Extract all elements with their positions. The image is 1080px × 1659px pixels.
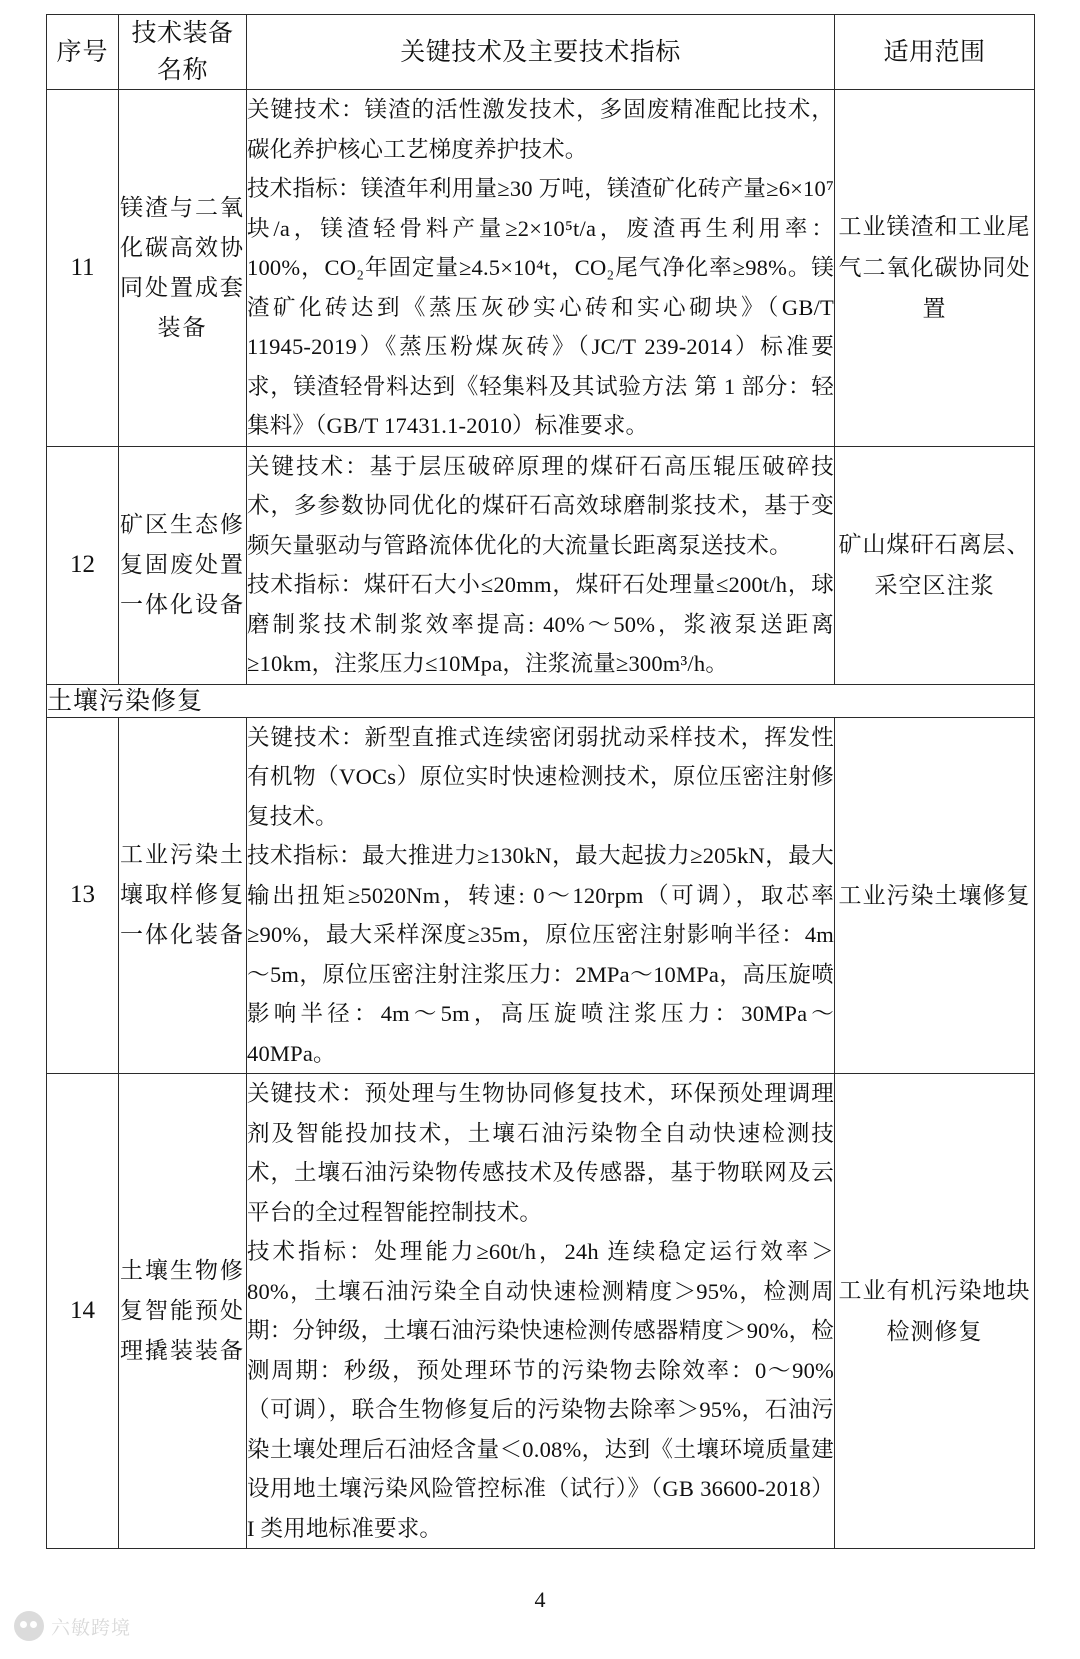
- watermark-label: 六敏跨境: [51, 1617, 132, 1639]
- row-scope: 工业镁渣和工业尾气二氧化碳协同处置: [835, 90, 1035, 447]
- row-index: 11: [47, 90, 119, 447]
- tech-paragraph-metrics: 技术指标：处理能力≥60t/h，24h 连续稳定运行效率＞80%，土壤石油污染全自动快速检测精度＞95%，检测周期：分钟级，土壤石油污染快速检测传感器精度＞90%，检测周期：秒级，预处理环节的污染物去除效率：0～90%（可调），联合生物修复后的污染物去除率＞95%，石油污染土壤处理后石油烃含量＜0.08%，达到《土壤环境质量建设用地土壤污染风险管控标准（试行）》（GB 36600-2018）I 类用地标准要求。: [247, 1239, 834, 1541]
- table-row: [47, 717, 1035, 1074]
- section-title: 土壤污染修复: [47, 684, 1035, 717]
- table-row: [47, 446, 1035, 684]
- tech-paragraph-key: 关键技术：基于层压破碎原理的煤矸石高压辊压破碎技术，多参数协同优化的煤矸石高效球磨制浆技术，基于变频矢量驱动与管路流体优化的大流量长距离泵送技术。: [247, 453, 834, 558]
- tech-paragraph-key: 关键技术：新型直推式连续密闭弱扰动采样技术，挥发性有机物（VOCs）原位实时快速检测技术，原位压密注射修复技术。: [247, 724, 834, 829]
- page-number: 4: [534, 1587, 546, 1612]
- column-header-scope: 适用范围: [835, 15, 1035, 90]
- tech-paragraph-metrics: 技术指标：最大推进力≥130kN，最大起拔力≥205kN，最大输出扭矩≥5020Nm，转速: 0～120rpm（可调），取芯率≥90%，最大采样深度≥35m，原位压密注射影响半径：4m～5m，原位压密注射注浆压力：2MPa～10MPa，高压旋喷影响半径：4m～5m，高压旋喷注浆压力：30MPa～40MPa。: [247, 843, 834, 1066]
- row-scope: 工业有机污染地块检测修复: [835, 1074, 1035, 1549]
- row-scope: 工业污染土壤修复: [835, 717, 1035, 1074]
- row-equipment-name: 工业污染土壤取样修复一体化装备: [119, 717, 247, 1074]
- column-header-index: 序号: [47, 15, 119, 90]
- tech-paragraph-metrics: 技术指标：镁渣年利用量≥30 万吨，镁渣矿化砖产量≥6×10⁷块/a，镁渣轻骨料产量≥2×10⁵t/a，废渣再生利用率：100%，CO₂年固定量≥4.5×10⁴t，CO₂尾气净化率≥98%。镁渣矿化砖达到《蒸压灰砂实心砖和实心砌块》（GB/T 11945-2019）《蒸压粉煤灰砖》（JC/T 239-2014）标准要求，镁渣轻骨料达到《轻集料及其试验方法 第 1 部分：轻集料》（GB/T 17431.1-2010）标准要求。: [247, 176, 834, 438]
- tech-paragraph-key: 关键技术：预处理与生物协同修复技术，环保预处理调理剂及智能投加技术，土壤石油污染物全自动快速检测技术，土壤石油污染物传感技术及传感器，基于物联网及云平台的全过程智能控制技术。: [247, 1081, 834, 1225]
- tech-paragraph-metrics: 技术指标：煤矸石大小≤20mm，煤矸石处理量≤200t/h，球磨制浆技术制浆效率提高: 40%～50%，浆液泵送距离≥10km，注浆压力≤10Mpa，注浆流量≥300m³/h。: [247, 572, 834, 676]
- row-key-technology: [247, 1074, 835, 1549]
- column-header-equipment-name: 技术装备名称: [119, 15, 247, 90]
- section-header-row: [47, 684, 1035, 717]
- technical-equipment-table: [46, 14, 1035, 1549]
- row-index: 14: [47, 1074, 119, 1549]
- row-equipment-name: 土壤生物修复智能预处理撬装装备: [119, 1074, 247, 1549]
- column-header-key-technology: 关键技术及主要技术指标: [247, 15, 835, 90]
- row-key-technology: [247, 446, 835, 684]
- row-scope: 矿山煤矸石离层、采空区注浆: [835, 446, 1035, 684]
- row-key-technology: [247, 90, 835, 447]
- tech-paragraph-key: 关键技术：镁渣的活性激发技术，多固废精准配比技术，碳化养护核心工艺梯度养护技术。: [247, 97, 834, 162]
- table-row: [47, 1074, 1035, 1549]
- row-index: 12: [47, 446, 119, 684]
- row-equipment-name: 镁渣与二氧化碳高效协同处置成套装备: [119, 90, 247, 447]
- row-equipment-name: 矿区生态修复固废处置一体化设备: [119, 446, 247, 684]
- row-key-technology: [247, 717, 835, 1074]
- watermark-logo-icon: [14, 1611, 44, 1641]
- table-header-row: [47, 15, 1035, 90]
- watermark: [14, 1611, 131, 1641]
- row-index: 13: [47, 717, 119, 1074]
- table-row: [47, 90, 1035, 447]
